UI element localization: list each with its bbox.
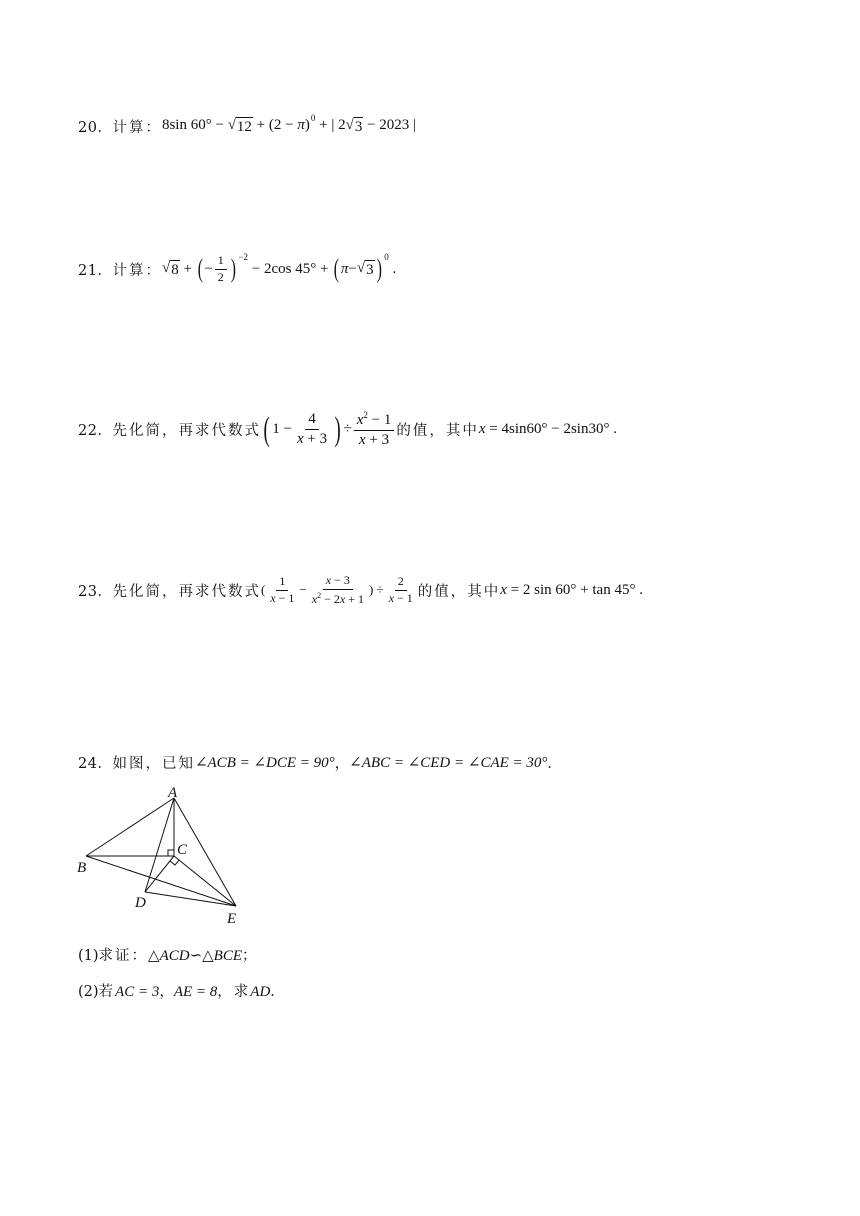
question-20 — [78, 113, 417, 137]
question-24 — [78, 752, 562, 773]
question-21 — [78, 254, 396, 285]
question-number: 23． — [78, 583, 113, 600]
question-prompt: 先化简，再求代数式 — [112, 423, 261, 440]
sub-question-2 — [78, 980, 285, 1001]
condition-1: ∠ACB = ∠DCE = 90° — [194, 755, 335, 771]
separator: ， — [159, 984, 174, 1000]
segment-CE — [174, 856, 236, 906]
math-expression: √ 8 + ( − $\frac{1}{2}$ ) −2 − 2cos 45° + ( π − √ 3 ) 0 . — [161, 252, 397, 284]
math-expression: 8sin 60° − √ 12 + $(2 - \pi)^0$ + | 2 √ 3 − 2023 | — [161, 113, 417, 135]
question-prompt: 计算： — [112, 120, 162, 136]
math-expression: ( 1 − $\frac{4}{x + 3}$ ) ÷ $\frac{x^2 - 1}{x + 3}$ — [261, 410, 396, 450]
math-condition: x = 4sin60° − 2sin30° . — [478, 421, 617, 438]
sub-question-1 — [78, 944, 257, 965]
question-23 — [78, 574, 643, 607]
question-number: 24． — [78, 756, 113, 772]
given-ae: AE = 8 — [173, 984, 218, 1000]
sub-end: ； — [242, 948, 257, 964]
math-expression: ( $\frac{1}{x - 1}$ − $\frac{x - 3}{x^2 - 2x + 1}$ ) ÷ $\frac{2}{x - 1}$ — [260, 573, 413, 606]
label-B: B — [77, 860, 87, 876]
label-A: A — [168, 786, 178, 801]
similarity-expression: △ACD∽△BCE — [148, 948, 243, 964]
geometry-figure — [70, 786, 260, 931]
question-number: 21． — [78, 262, 113, 279]
segment-BE — [86, 856, 236, 906]
question-prompt: 先化简，再求代数式 — [112, 583, 261, 600]
right-angle-mark-ACB — [168, 850, 174, 856]
question-22 — [78, 410, 617, 450]
right-angle-mark-DCE — [170, 860, 179, 865]
question-number: 20． — [78, 120, 113, 136]
condition-2: ∠ABC = ∠CED = ∠CAE = 30° — [349, 755, 548, 771]
question-prompt-mid: 的值，其中 — [417, 583, 501, 600]
sub-label: (2) — [78, 984, 99, 1000]
segment-CD — [145, 856, 174, 892]
question-prompt-mid: 的值，其中 — [396, 423, 479, 440]
question-prompt: 如图，已知 — [112, 756, 195, 772]
segment-AB — [86, 798, 174, 856]
question-number: 22． — [78, 423, 113, 440]
label-E: E — [227, 911, 237, 927]
ask-text: ，求 — [217, 984, 251, 1000]
sub-end: ． — [270, 984, 285, 1000]
given-ac: AC = 3 — [115, 984, 160, 1000]
period: ． — [547, 756, 562, 772]
sub-prompt: 求证： — [98, 948, 149, 964]
label-C: C — [177, 842, 188, 858]
math-condition: x = 2 sin 60° + tan 45° . — [500, 581, 643, 598]
separator: ， — [334, 756, 350, 772]
segment-AD — [145, 798, 174, 892]
target-ad: AD — [250, 984, 271, 1000]
sub-label: (1) — [78, 948, 99, 964]
sub-prompt: 若 — [98, 984, 116, 1000]
segment-DE — [145, 892, 236, 906]
question-prompt: 计算： — [112, 262, 162, 279]
label-D: D — [135, 895, 146, 911]
